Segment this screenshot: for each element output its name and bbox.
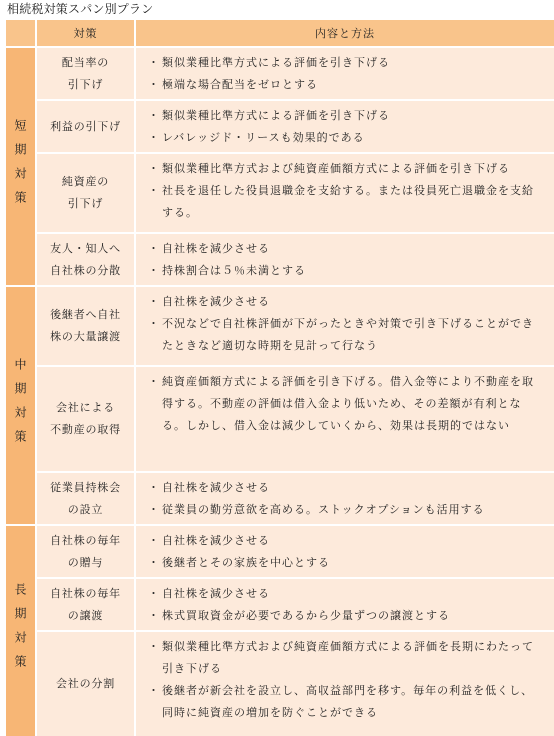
- measure-content: [136, 632, 554, 736]
- bullet-point: [148, 105, 544, 127]
- bullet-marker: ・: [148, 242, 160, 255]
- bullet-point: [148, 291, 544, 313]
- period-label: [6, 287, 35, 524]
- period-label-text: 短期対策: [13, 118, 27, 215]
- measure-content: [136, 473, 554, 524]
- bullet-marker: ・: [148, 587, 160, 600]
- bullet-text: 類似業種比準方式による評価を引き下げる: [162, 56, 390, 69]
- bullet-point: [148, 52, 544, 74]
- bullet-text: 極端な場合配当をゼロとする: [162, 78, 318, 91]
- measure-name: 会社の分割: [37, 632, 134, 736]
- bullet-text: 類似業種比準方式および純資産価額方式による評価を長期にわたって引き下げる: [162, 640, 534, 675]
- bullet-text: 自社株を減少させる: [162, 481, 270, 494]
- bullet-text: 類似業種比準方式および純資産価額方式による評価を引き下げる: [162, 162, 510, 175]
- strategy-table: [6, 20, 550, 719]
- bullet-point: [148, 180, 544, 224]
- bullet-text: 純資産価額方式による評価を引き下げる。借入金等により不動産を取得する。不動産の評価は借入金より低いため、その差額が有利となる。しかし、借入金は減少していくから、効果は長期的ではない: [162, 375, 534, 432]
- measure-name: 純資産の 引下げ: [37, 154, 134, 232]
- bullet-text: レバレッジド・リースも効果的である: [162, 131, 365, 144]
- bullet-marker: ・: [148, 317, 160, 330]
- bullet-point: [148, 158, 544, 180]
- bullet-marker: ・: [148, 56, 160, 69]
- header-measure: 対策: [37, 20, 134, 46]
- measure-name: 利益の引下げ: [37, 101, 134, 152]
- bullet-marker: ・: [148, 78, 160, 91]
- bullet-marker: ・: [148, 534, 160, 547]
- bullet-point: [148, 499, 544, 521]
- measure-name: 従業員持株会 の設立: [37, 473, 134, 524]
- bullet-text: 従業員の勤労意欲を高める。ストックオプションも活用する: [162, 503, 485, 516]
- bullet-marker: ・: [148, 684, 160, 697]
- bullet-point: [148, 260, 544, 282]
- header-blank-cell: [6, 20, 35, 46]
- measure-name: 自社株の毎年 の贈与: [37, 526, 134, 577]
- header-content-method: 内容と方法: [136, 20, 554, 46]
- bullet-marker: ・: [148, 503, 160, 516]
- bullet-marker: ・: [148, 264, 160, 277]
- bullet-point: [148, 680, 544, 724]
- bullet-point: [148, 530, 544, 552]
- period-label: [6, 526, 35, 736]
- period-label: [6, 48, 35, 285]
- bullet-point: [148, 371, 544, 437]
- bullet-point: [148, 127, 544, 149]
- bullet-marker: ・: [148, 184, 160, 197]
- bullet-text: 不況などで自社株評価が下がったときや対策で引き下げることができたときなど適切な時期を見計って行なう: [162, 317, 534, 352]
- bullet-point: [148, 477, 544, 499]
- bullet-marker: ・: [148, 162, 160, 175]
- bullet-text: 後継者が新会社を設立し、高収益部門を移す。毎年の利益を低くし、同時に純資産の増加を防ぐことができる: [162, 684, 534, 719]
- bullet-text: 持株割合は５％未満とする: [162, 264, 306, 277]
- measure-content: [136, 48, 554, 99]
- bullet-text: 後継者とその家族を中心とする: [162, 556, 330, 569]
- page-title: 相続税対策スパン別プラン: [7, 2, 154, 16]
- bullet-text: 自社株を減少させる: [162, 534, 270, 547]
- measure-name: 会社による 不動産の取得: [37, 367, 134, 471]
- bullet-point: [148, 552, 544, 574]
- measure-content: [136, 234, 554, 285]
- bullet-text: 類似業種比準方式による評価を引き下げる: [162, 109, 390, 122]
- bullet-text: 自社株を減少させる: [162, 242, 270, 255]
- measure-content: [136, 526, 554, 577]
- measure-content: [136, 154, 554, 232]
- bullet-point: [148, 605, 544, 627]
- measure-content: [136, 579, 554, 630]
- bullet-point: [148, 636, 544, 680]
- bullet-point: [148, 74, 544, 96]
- measure-name: 自社株の毎年 の譲渡: [37, 579, 134, 630]
- bullet-marker: ・: [148, 375, 160, 388]
- measure-content: [136, 287, 554, 365]
- bullet-marker: ・: [148, 131, 160, 144]
- period-label-text: 長期対策: [13, 583, 27, 679]
- bullet-text: 自社株を減少させる: [162, 295, 270, 308]
- bullet-marker: ・: [148, 556, 160, 569]
- bullet-marker: ・: [148, 109, 160, 122]
- bullet-marker: ・: [148, 481, 160, 494]
- measure-name: 友人・知人へ 自社株の分散: [37, 234, 134, 285]
- measure-content: [136, 367, 554, 471]
- bullet-text: 株式買取資金が必要であるから少量ずつの譲渡とする: [162, 609, 450, 622]
- bullet-point: [148, 313, 544, 357]
- measure-name: 配当率の 引下げ: [37, 48, 134, 99]
- period-label-text: 中期対策: [13, 357, 27, 454]
- measure-content: [136, 101, 554, 152]
- bullet-point: [148, 238, 544, 260]
- bullet-text: 自社株を減少させる: [162, 587, 270, 600]
- bullet-text: 社長を退任した役員退職金を支給する。または役員死亡退職金を支給する。: [162, 184, 534, 219]
- bullet-point: [148, 583, 544, 605]
- measure-name: 後継者へ自社 株の大量譲渡: [37, 287, 134, 365]
- bullet-marker: ・: [148, 295, 160, 308]
- bullet-marker: ・: [148, 640, 160, 653]
- bullet-marker: ・: [148, 609, 160, 622]
